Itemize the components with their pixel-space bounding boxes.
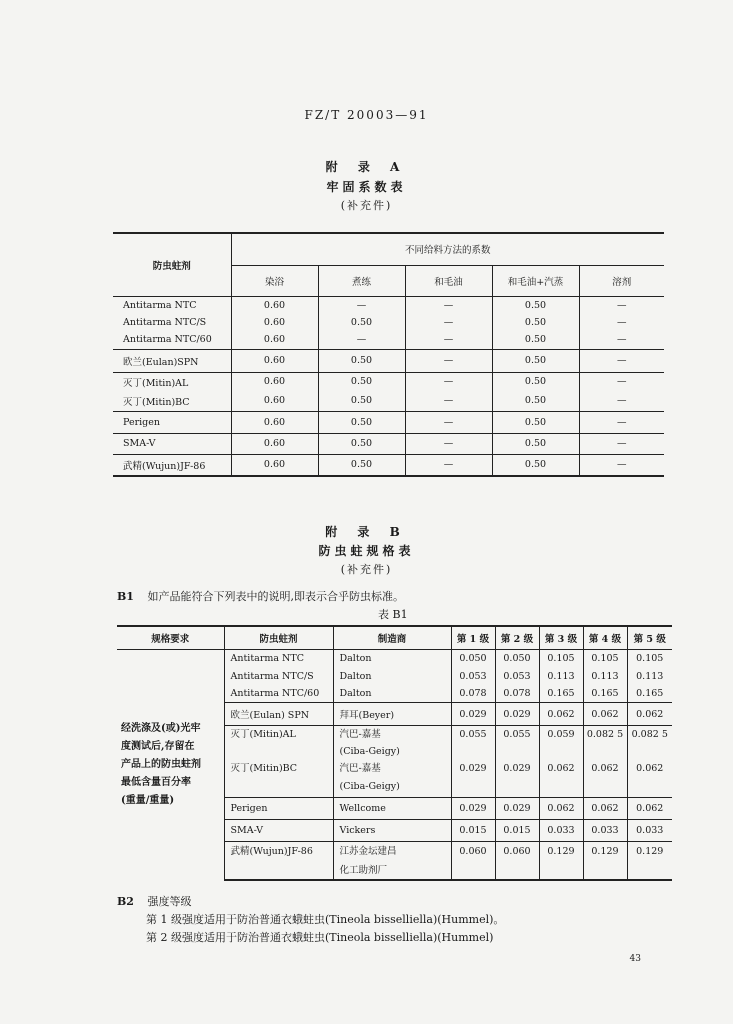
clause-b2-text: 强度等级 [147,895,192,908]
manufacturer: 汽巴-嘉基 [333,726,451,744]
appendix-a-subtitle: 牢固系数表 [326,180,407,194]
cell [627,777,672,797]
cell: 0.029 [451,797,495,819]
cell [583,743,627,760]
cell: 0.062 [627,703,672,726]
cell: — [579,331,664,349]
table-row [113,296,664,314]
cell: — [318,296,405,314]
cell: 0.029 [495,703,539,726]
clause-b2-label: B2 [117,895,134,908]
cell: 0.105 [539,650,583,668]
cell: 0.165 [583,685,627,703]
agent-name [224,777,333,797]
agent-name: 灭丁(Mitin)AL [123,377,189,389]
cell: 0.033 [539,819,583,841]
cell [451,861,495,880]
requirement-line: 最低含量百分率 [121,777,191,788]
cell: 0.113 [539,668,583,685]
clause-b2 [117,893,191,909]
cell: — [405,349,492,372]
cell: 0.165 [627,685,672,703]
cell: 0.050 [495,650,539,668]
cell: — [405,372,492,391]
cell: 0.029 [495,760,539,777]
requirement-text [117,650,224,881]
table-row [113,433,664,454]
table-row [113,372,664,391]
cell: 0.033 [583,819,627,841]
cell [583,861,627,880]
requirement-line: 度测试后,存留在 [121,741,195,752]
requirement-line: (重量/重量) [121,795,175,806]
cell [627,861,672,880]
cell: 0.105 [583,650,627,668]
cell: 0.078 [495,685,539,703]
cell: — [405,391,492,411]
cell: 0.113 [627,668,672,685]
cell: 0.015 [495,819,539,841]
cell: — [405,331,492,349]
cell: 0.082 5 [583,726,627,744]
cell: 0.50 [492,391,579,411]
manufacturer: 拜耳(Beyer) [333,703,451,726]
cell: 0.50 [492,454,579,476]
cell: 0.062 [627,797,672,819]
col-header-grade-1: 第 1 级 [451,626,495,650]
cell: 0.062 [539,797,583,819]
cell: — [579,372,664,391]
cell: 0.60 [231,372,318,391]
table-row [113,349,664,372]
appendix-b-subtitle: 防虫蛀规格表 [318,544,415,558]
clause-b2-line-2: 第 2 级强度适用于防治普通衣蛾蛀虫(Tineola bisselliella)(Hummel) [146,931,494,944]
cell: — [579,411,664,433]
cell: 0.50 [318,372,405,391]
col-header-agent: 防虫蛀剂 [224,626,333,650]
agent-name: Antitarma NTC/60 [113,331,231,349]
cell: — [405,411,492,433]
col-header-grade-5: 第 5 级 [627,626,672,650]
table-row [113,331,664,349]
cell: 0.082 5 [627,726,672,744]
cell: 0.033 [627,819,672,841]
cell: — [579,433,664,454]
agent-name: Antitarma NTC/60 [224,685,333,703]
cell: 0.50 [318,391,405,411]
col-header-wool-oil: 和毛油 [405,265,492,296]
cell: 0.062 [539,703,583,726]
cell: 0.062 [583,797,627,819]
cell: 0.60 [231,454,318,476]
manufacturer: 化工助剂厂 [333,861,451,880]
manufacturer: 江苏金坛建昌 [333,841,451,861]
agent-name: 灭丁(Mitin)AL [224,726,333,744]
col-header-solvent: 溶剂 [579,265,664,296]
agent-name: 欧兰(Eulan)SPN [113,349,231,372]
cell: — [405,296,492,314]
col-agent-header: 防虫蛀剂 [113,233,231,296]
cell: 0.060 [495,841,539,861]
requirement-line: 经洗涤及(或)光牢 [121,723,201,734]
cell: 0.50 [318,349,405,372]
col-header-grade-4: 第 4 级 [583,626,627,650]
document-header: FZ/T 20003—91 [304,108,429,122]
cell: 0.113 [583,668,627,685]
clause-b1-label: B1 [117,590,134,603]
agent-name: SMA-V [113,433,231,454]
cell: 0.060 [451,841,495,861]
appendix-a-title: 附 录 A [325,160,408,174]
cell: 0.055 [451,726,495,744]
cell: 0.062 [583,760,627,777]
manufacturer: Wellcome [333,797,451,819]
agent-name: 武精(Wujun)JF-86 [224,841,333,861]
cell: 0.062 [627,760,672,777]
cell: 0.053 [495,668,539,685]
cell: 0.059 [539,726,583,744]
cell: 0.062 [583,703,627,726]
appendix-b-title: 附 录 B [325,525,408,539]
clause-b1-text: 如产品能符合下列表中的说明,即表示合乎防虫标准。 [147,590,404,603]
cell [539,777,583,797]
cell: 0.129 [627,841,672,861]
agent-name: Antitarma NTC/S [224,668,333,685]
cell [495,777,539,797]
cell: 0.50 [492,411,579,433]
agent-name: Perigen [224,797,333,819]
appendix-a-note: (补充件) [340,199,393,212]
cell: 0.60 [231,391,318,411]
cell: 0.053 [451,668,495,685]
cell: 0.50 [492,314,579,331]
cell: 0.60 [231,314,318,331]
cell [451,743,495,760]
agent-name: Perigen [113,411,231,433]
cell: 0.60 [231,411,318,433]
agent-name: 欧兰(Eulan) SPN [224,703,333,726]
cell [495,743,539,760]
agent-name [224,861,333,880]
cell: 0.50 [492,349,579,372]
manufacturer: Dalton [333,685,451,703]
cell [495,861,539,880]
table-row [113,411,664,433]
cell: — [579,454,664,476]
coefficient-table [113,232,664,477]
table-row [113,314,664,331]
agent-name: Antitarma NTC [224,650,333,668]
page-number: 43 [629,954,641,964]
manufacturer: Dalton [333,668,451,685]
cell [627,743,672,760]
specification-table [117,625,672,881]
cell: 0.078 [451,685,495,703]
cell: 0.050 [451,650,495,668]
col-header-grade-3: 第 3 级 [539,626,583,650]
agent-name: 灭丁(Mitin)BC [113,391,231,411]
cell: 0.105 [627,650,672,668]
cell: 0.50 [318,433,405,454]
col-header-manufacturer: 制造商 [333,626,451,650]
cell: 0.50 [492,331,579,349]
agent-name: 武精(Wujun)JF-86 [113,454,231,476]
manufacturer: 汽巴-嘉基 [333,760,451,777]
cell: 0.165 [539,685,583,703]
cell: 0.50 [318,314,405,331]
clause-b1 [117,588,404,604]
col-header-requirement: 规格要求 [117,626,224,650]
cell [451,777,495,797]
clause-b2-line-1: 第 1 级强度适用于防治普通衣蛾蛀虫(Tineola bisselliella)(Hummel)。 [146,913,505,926]
cell: — [405,454,492,476]
cell [539,861,583,880]
cell: 0.60 [231,331,318,349]
cell: 0.062 [539,760,583,777]
cell: 0.50 [318,411,405,433]
cell: — [405,433,492,454]
cell: — [579,349,664,372]
col-header-wool-oil-steam: 和毛油+汽蒸 [492,265,579,296]
agent-name: Antitarma NTC/S [123,317,207,328]
agent-name: 灭丁(Mitin)BC [224,760,333,777]
col-group-header: 不同给料方法的系数 [231,233,664,265]
cell: 0.029 [451,703,495,726]
cell: 0.60 [231,296,318,314]
table-b1-caption: 表 B1 [378,608,408,621]
cell: 0.60 [231,433,318,454]
cell [583,777,627,797]
requirement-line: 产品上的防虫蛀剂 [121,759,201,770]
appendix-b-note: (补充件) [340,563,393,576]
cell: 0.129 [583,841,627,861]
cell: — [405,314,492,331]
agent-name: SMA-V [224,819,333,841]
col-header-grade-2: 第 2 级 [495,626,539,650]
manufacturer: Dalton [333,650,451,668]
table-row [113,454,664,476]
cell: 0.50 [492,433,579,454]
cell: 0.055 [495,726,539,744]
table-row [117,650,672,668]
col-header-scouring: 煮练 [318,265,405,296]
agent-name [224,743,333,760]
agent-name: Antitarma NTC [123,299,197,311]
cell: — [579,314,664,331]
cell: 0.50 [318,454,405,476]
cell: 0.60 [231,349,318,372]
cell: — [318,331,405,349]
cell: 0.50 [492,296,579,314]
cell: 0.015 [451,819,495,841]
manufacturer: (Ciba-Geigy) [333,743,451,760]
cell: — [579,391,664,411]
cell: 0.50 [492,372,579,391]
manufacturer: (Ciba-Geigy) [333,777,451,797]
cell: 0.129 [539,841,583,861]
col-header-dye-bath: 染浴 [231,265,318,296]
manufacturer: Vickers [333,819,451,841]
table-row [113,391,664,411]
cell: — [579,296,664,314]
cell [539,743,583,760]
cell: 0.029 [451,760,495,777]
cell: 0.029 [495,797,539,819]
